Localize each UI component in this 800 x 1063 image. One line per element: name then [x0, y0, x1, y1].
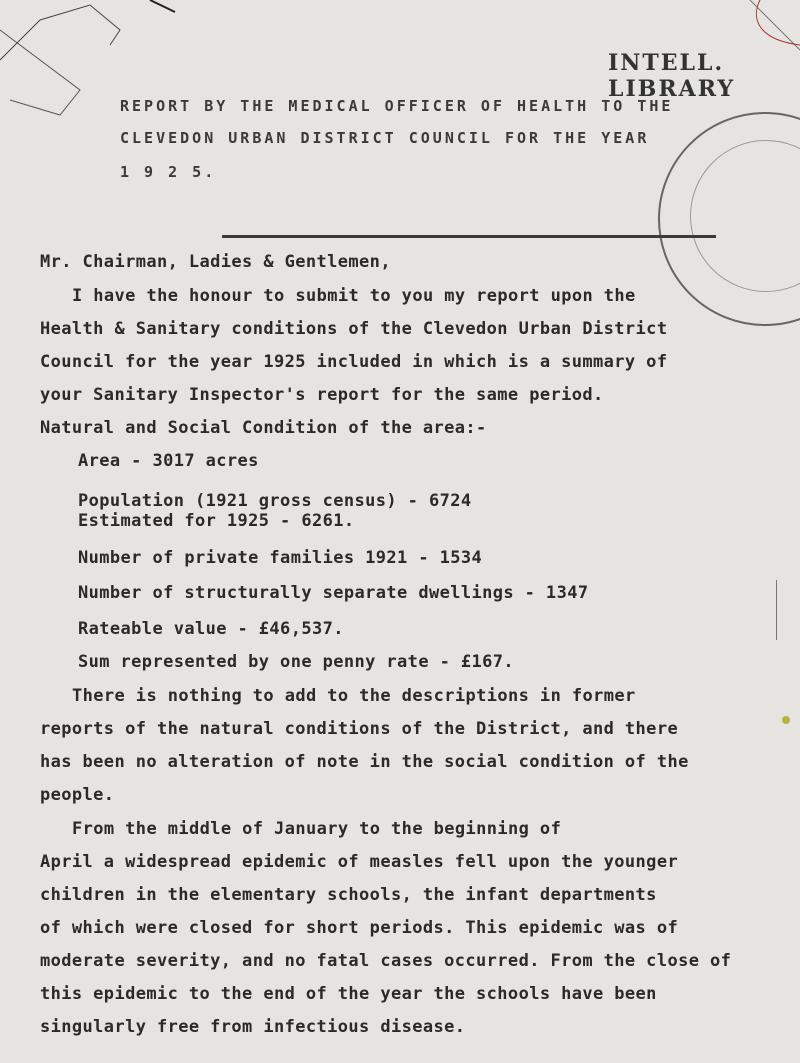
- color-dot: [782, 716, 790, 724]
- stat-population: Population (1921 gross census) - 6724: [78, 491, 472, 511]
- paragraph-line: children in the elementary schools, the infant departments: [40, 885, 657, 905]
- paragraph-line: people.: [40, 785, 115, 805]
- intro-line: your Sanitary Inspector's report for the same period.: [40, 385, 604, 405]
- intro-line: I have the honour to submit to you my report upon the: [72, 286, 636, 306]
- intro-line: Council for the year 1925 included in which is a summary of: [40, 352, 668, 372]
- stat-penny-rate: Sum represented by one penny rate - £167.: [78, 652, 515, 672]
- library-stamp: INTELL. LIBRARY: [608, 50, 736, 102]
- intro-line: Health & Sanitary conditions of the Clevedon Urban District: [40, 319, 668, 339]
- title-rule: [222, 235, 716, 238]
- section-heading: Natural and Social Condition of the area:-: [40, 418, 487, 438]
- stat-area: Area - 3017 acres: [78, 451, 259, 471]
- page-edge-mark: [776, 580, 800, 640]
- paragraph-line: From the middle of January to the beginning of: [72, 819, 562, 839]
- paragraph-line: April a widespread epidemic of measles fell upon the younger: [40, 852, 679, 872]
- paragraph-line: of which were closed for short periods. This epidemic was of: [40, 918, 679, 938]
- report-title-line1: REPORT BY THE MEDICAL OFFICER OF HEALTH TO THE: [120, 97, 674, 115]
- paragraph-line: has been no alteration of note in the social condition of the: [40, 752, 689, 772]
- stat-dwellings: Number of structurally separate dwellings - 1347: [78, 583, 589, 603]
- stat-families: Number of private families 1921 - 1534: [78, 548, 483, 568]
- stat-estimated: Estimated for 1925 - 6261.: [78, 511, 355, 531]
- report-title-line2: CLEVEDON URBAN DISTRICT COUNCIL FOR THE YEAR: [120, 129, 650, 147]
- stat-rateable-value: Rateable value - £46,537.: [78, 619, 344, 639]
- paragraph-line: reports of the natural conditions of the District, and there: [40, 719, 679, 739]
- salutation: Mr. Chairman, Ladies & Gentlemen,: [40, 252, 391, 272]
- paragraph-line: There is nothing to add to the descriptions in former: [72, 686, 636, 706]
- report-year: 1 9 2 5.: [120, 163, 217, 181]
- paragraph-line: singularly free from infectious disease.: [40, 1017, 466, 1037]
- paragraph-line: moderate severity, and no fatal cases occurred. From the close of: [40, 951, 732, 971]
- paragraph-line: this epidemic to the end of the year the schools have been: [40, 984, 657, 1004]
